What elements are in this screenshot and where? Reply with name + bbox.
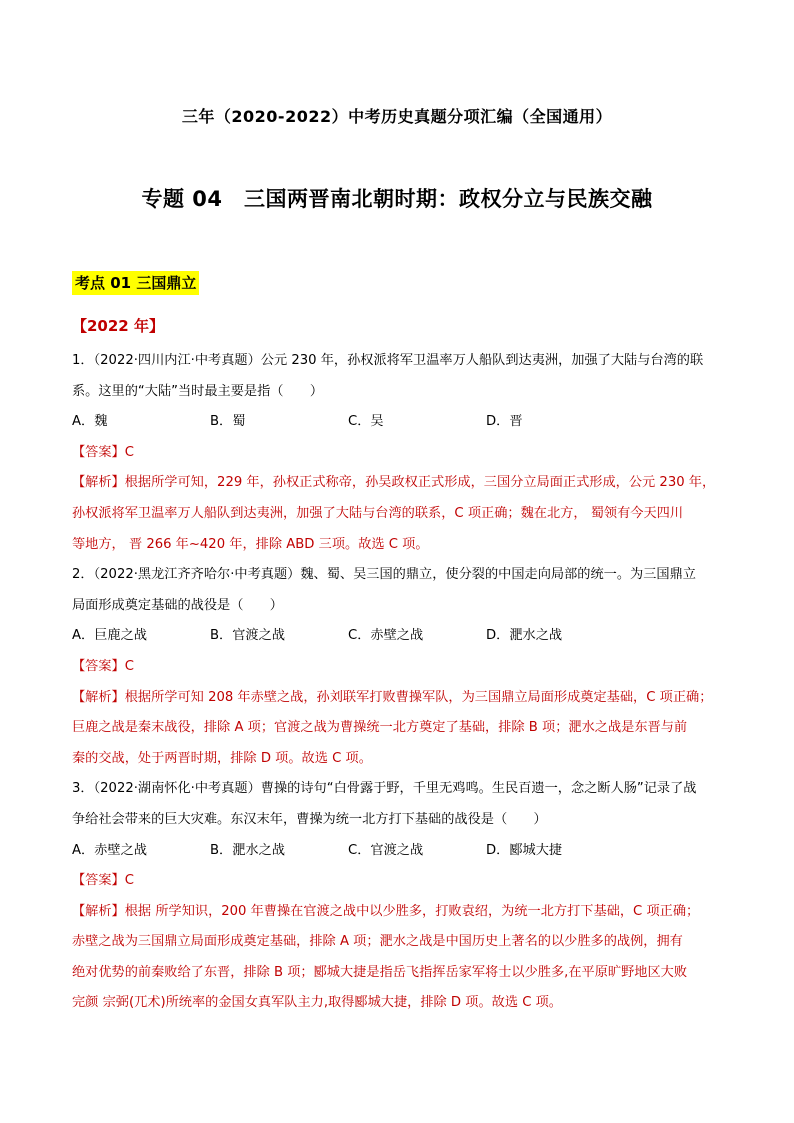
analysis-text: 根据所学可知，229 年，孙权正式称帝，孙吴政权正式形成，三国分立局面正式形成，公元 230 年， [124, 475, 716, 491]
option-d: D．淝水之战 [486, 628, 563, 644]
analysis-label: 【解析】 [72, 689, 125, 705]
analysis-label: 【解析】 [72, 475, 125, 491]
question-2 [72, 560, 724, 774]
options-row [72, 407, 724, 438]
answer-value: C [124, 658, 134, 674]
answer-value: C [124, 873, 134, 889]
question-stem-line: 3．（2022·湖南怀化·中考真题）曹操的诗句“白骨露于野，千里无鸡鸣。生民百遗一，念之断人肠”记录了战 [72, 781, 697, 797]
analysis-text: 孙权派将军卫温率万人船队到达夷洲，加强了大陆与台湾的联系，C 项正确；魏在北方， 蜀领有今天四川 [72, 505, 684, 521]
answer-line [72, 438, 724, 469]
analysis-text: 巨鹿之战是秦末战役，排除 A 项；官渡之战为曹操统一北方奠定了基础，排除 B 项；淝水之战是东晋与前 [72, 720, 688, 736]
analysis-text: 根据 所学知识，200 年曹操在官渡之战中以少胜多，打败袁绍，为统一北方打下基础，C 项正确； [124, 903, 700, 919]
question-3 [72, 774, 724, 1019]
year-heading: 【2022 年】 [72, 317, 164, 335]
option-a: A．巨鹿之战 [72, 628, 147, 644]
analysis-text: 绝对优势的前秦败给了东晋，排除 B 项；郾城大捷是指岳飞指挥岳家军将士以少胜多,在平原旷野地区大败 [72, 964, 688, 980]
question-stem-line: 局面形成奠定基础的战役是（ ） [72, 597, 283, 613]
question-1 [72, 346, 724, 560]
kaodian-heading: 考点 01 三国鼎立 [72, 271, 199, 295]
question-stem-line: 争给社会带来的巨大灾难。东汉末年，曹操为统一北方打下基础的战役是（ ） [72, 811, 547, 827]
option-a: A．魏 [72, 414, 108, 430]
topic-title: 专题 04 三国两晋南北朝时期：政权分立与民族交融 [141, 187, 653, 211]
option-b: B．蜀 [210, 414, 246, 430]
option-c: C．吴 [348, 414, 384, 430]
option-b: B．淝水之战 [210, 842, 285, 858]
options-row [72, 836, 724, 867]
analysis-label: 【解析】 [72, 903, 125, 919]
analysis-line [72, 897, 724, 928]
answer-label: 【答案】 [72, 658, 125, 674]
analysis-text: 秦的交战，处于两晋时期，排除 D 项。故选 C 项。 [72, 750, 372, 766]
answer-line [72, 652, 724, 683]
document-title: 三年（2020-2022）中考历史真题分项汇编（全国通用） [181, 107, 613, 126]
answer-label: 【答案】 [72, 444, 125, 460]
analysis-text: 赤壁之战为三国鼎立局面形成奠定基础，排除 A 项；淝水之战是中国历史上著名的以少胜多的战例，拥有 [72, 934, 683, 950]
option-d: D．郾城大捷 [486, 842, 563, 858]
analysis-text: 完颜 宗弼(兀术)所统率的金国女真军队主力,取得郾城大捷，排除 D 项。故选 C 项。 [72, 995, 562, 1011]
option-d: D．晋 [486, 414, 523, 430]
question-stem-line: 2．（2022·黑龙江齐齐哈尔·中考真题）魏、蜀、吴三国的鼎立，使分裂的中国走向局部的统一。为三国鼎立 [72, 567, 696, 583]
question-list [72, 346, 724, 1019]
option-c: C．赤壁之战 [348, 628, 424, 644]
analysis-line [72, 468, 724, 499]
analysis-text: 根据所学可知 208 年赤壁之战，孙刘联军打败曹操军队，为三国鼎立局面形成奠定基础，C 项正确； [124, 689, 713, 705]
analysis-line [72, 683, 724, 714]
option-b: B．官渡之战 [210, 628, 285, 644]
answer-value: C [124, 444, 134, 460]
analysis-text: 等地方， 晋 266 年~420 年，排除 ABD 三项。故选 C 项。 [72, 536, 429, 552]
options-row [72, 621, 724, 652]
question-stem-line: 系。这里的“大陆”当时最主要是指（ ） [72, 383, 324, 399]
answer-label: 【答案】 [72, 873, 125, 889]
option-a: A．赤壁之战 [72, 842, 147, 858]
answer-line [72, 866, 724, 897]
option-c: C．官渡之战 [348, 842, 424, 858]
question-stem-line: 1．（2022·四川内江·中考真题）公元 230 年，孙权派将军卫温率万人船队到达夷洲，加强了大陆与台湾的联 [72, 353, 704, 368]
